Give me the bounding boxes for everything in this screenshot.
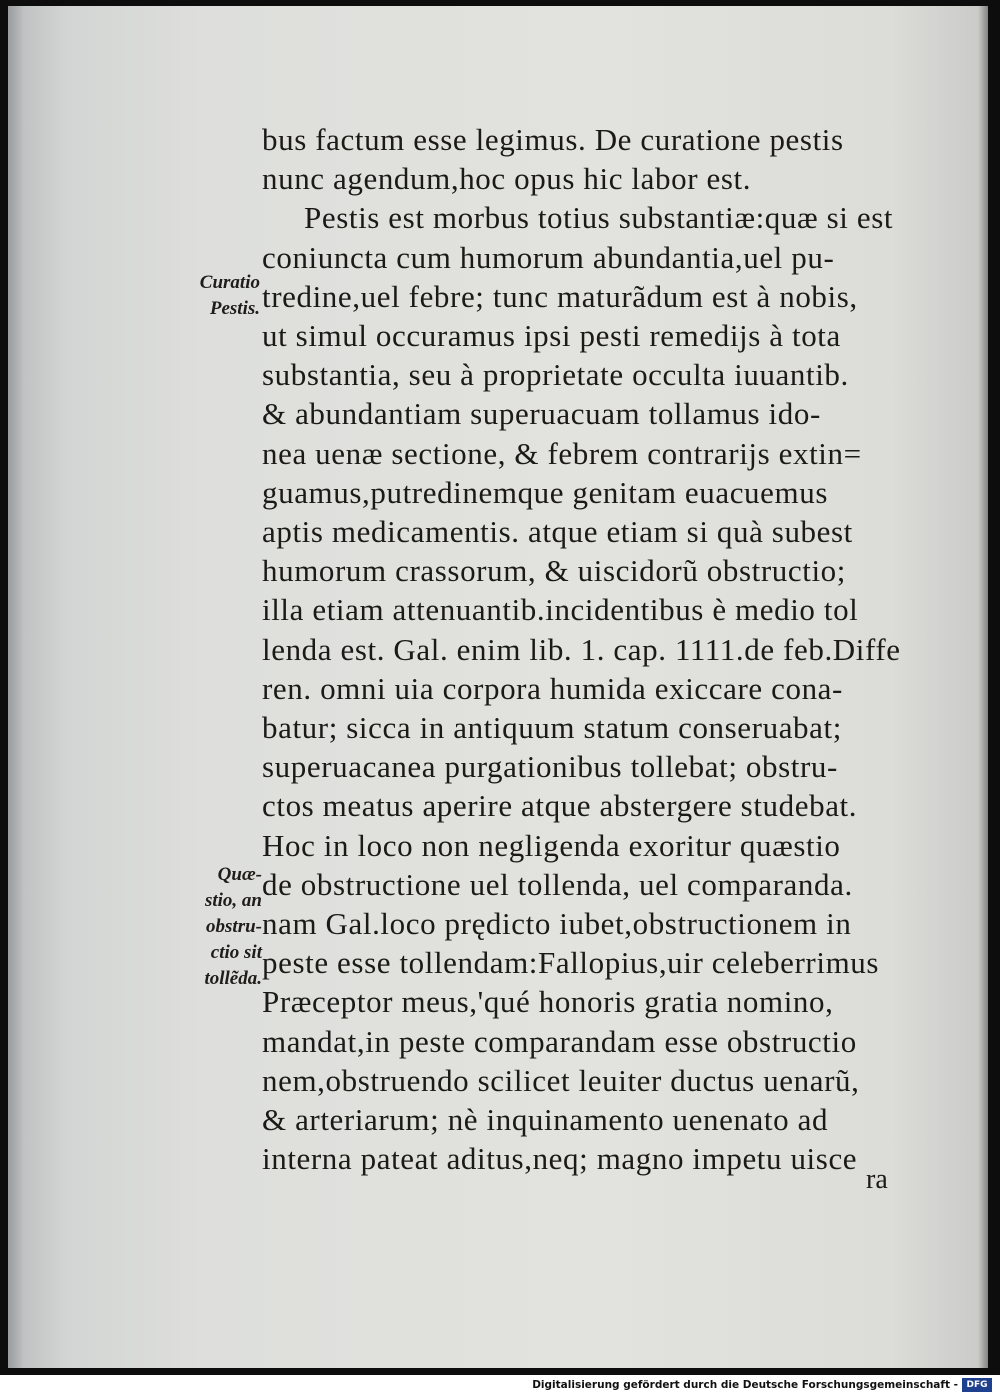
margin-note-line: Pestis. <box>209 298 260 319</box>
text-line: tredine,uel febre; tunc maturãdum est à nobis, <box>262 278 858 314</box>
text-line: interna pateat aditus,neq; magno impetu uisce <box>262 1141 858 1177</box>
page-gutter <box>8 6 24 1368</box>
margin-note-line: tollẽda. <box>204 968 262 989</box>
margin-note-line: stio, an <box>204 890 262 911</box>
text-line: illa etiam attenuantib.incidentibus è medio tol <box>262 592 859 628</box>
text-line: mandat,in peste comparandam esse obstructio <box>262 1023 857 1059</box>
main-text-block <box>262 120 942 1178</box>
text-line: & abundantiam superuacuam tollamus ido- <box>262 396 821 432</box>
text-line: ren. omni uia corpora humida exiccare cona- <box>262 670 843 706</box>
margin-note-line: ctio sit <box>210 942 262 963</box>
margin-note-line: Quæ- <box>217 864 262 885</box>
text-line: substantia, seu à proprietate occulta iuuantib. <box>262 357 849 393</box>
text-line: bus factum esse legimus. De curatione pestis <box>262 122 844 157</box>
text-line: & arteriarum; nè inquinamento uenenato ad <box>262 1102 829 1138</box>
text-line: superuacanea purgationibus tollebat; obstru- <box>262 749 838 785</box>
text-line: ut simul occuramus ipsi pesti remedijs à tota <box>262 318 841 354</box>
margin-note-line: Curatio <box>199 272 260 293</box>
text-line: nem,obstruendo scilicet leuiter ductus uenarũ, <box>262 1062 860 1098</box>
text-line: aptis medicamentis. atque etiam si quà subest <box>262 514 853 550</box>
text-line: de obstructione uel tollenda, uel comparanda. <box>262 866 853 902</box>
text-line: Hoc in loco non negligenda exoritur quæstio <box>262 827 841 863</box>
dfg-logo-icon: DFG <box>962 1378 992 1392</box>
text-line: Pestis est morbus totius substantiæ:quæ si est <box>304 200 894 236</box>
text-line: guamus,putredinemque genitam euacuemus <box>262 474 828 510</box>
text-line: Præceptor meus,'qué honoris gratia nomino, <box>262 984 834 1020</box>
text-line: peste esse tollendam:Fallopius,uir celeberrimus <box>262 945 880 981</box>
margin-note-curatio <box>170 270 260 322</box>
text-line: humorum crassorum, & uiscidorũ obstructio; <box>262 553 846 589</box>
text-line: coniuncta cum humorum abundantia,uel pu- <box>262 239 835 275</box>
margin-note-line: obstru- <box>206 916 262 937</box>
text-line: nam Gal.loco prędicto iubet,obstructionem in <box>262 906 852 942</box>
text-line: lenda est. Gal. enim lib. 1. cap. 1111.de feb.Diffe <box>262 631 901 667</box>
text-line: batur; sicca in antiquum statum conseruabat; <box>262 710 842 746</box>
text-line: ctos meatus aperire atque abstergere studebat. <box>262 788 858 824</box>
text-line: nunc agendum,hoc opus hic labor est. <box>262 161 752 197</box>
text-line: nea uenæ sectione, & febrem contrarijs extin= <box>262 435 862 471</box>
margin-note-quaestio <box>172 862 262 992</box>
dfg-credit-text: Digitalisierung gefördert durch die Deutsche Forschungsgemeinschaft - <box>532 1379 958 1391</box>
catchword: ra <box>866 1164 888 1195</box>
